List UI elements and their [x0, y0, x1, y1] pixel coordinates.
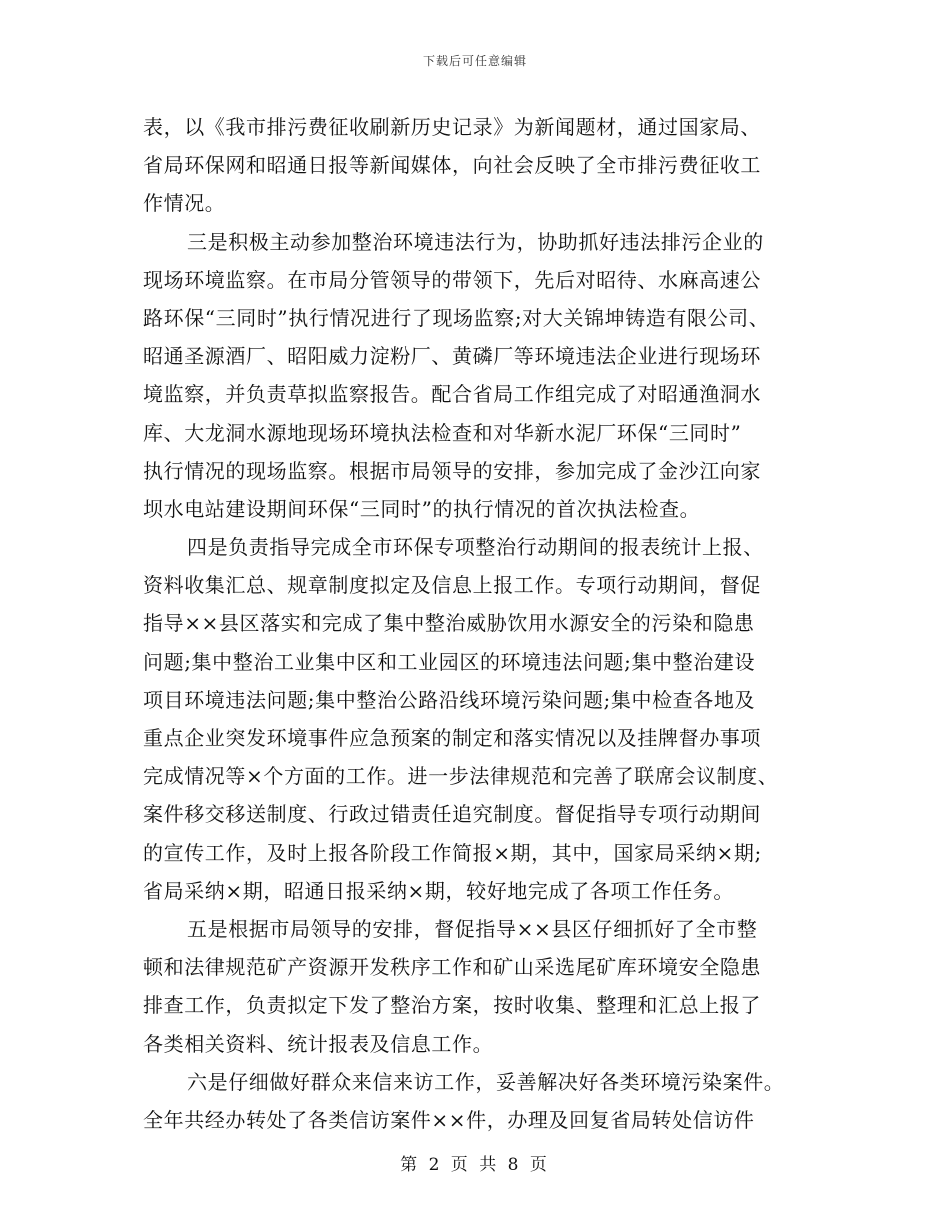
text-line: 坝水电站建设期间环保“三同时”的执行情况的首次执法检查。 [143, 496, 701, 521]
text-line: 案件移交移送制度、行政过错责任追究制度。督促指导专项行动期间 [143, 802, 761, 827]
text-line: 五是根据市局领导的安排，督促指导××县区仔细抓好了全市整 [187, 916, 758, 941]
text-line: 省局采纳×期，昭通日报采纳×期，较好地完成了各项工作任务。 [143, 878, 734, 903]
text-line: 现场环境监察。在市局分管领导的带领下，先后对昭待、水麻高速公 [143, 267, 761, 292]
text-line: 的宣传工作，及时上报各阶段工作简报×期，其中，国家局采纳×期; [143, 840, 762, 865]
text-line: 完成情况等×个方面的工作。进一步法律规范和完善了联席会议制度、 [143, 764, 779, 789]
text-line: 四是负责指导完成全市环保专项整治行动期间的报表统计上报、 [187, 535, 764, 560]
text-line: 指导××县区落实和完成了集中整治威胁饮用水源安全的污染和隐患 [143, 611, 755, 636]
text-line: 昭通圣源酒厂、昭阳威力淀粉厂、黄磷厂等环境违法企业进行现场环 [143, 344, 761, 369]
text-line: 顿和法律规范矿产资源开发秩序工作和矿山采选尾矿库环境安全隐患 [143, 955, 761, 980]
paragraph-5 [143, 1063, 823, 1139]
text-line: 境监察，并负责草拟监察报告。配合省局工作组完成了对昭通渔洞水 [143, 382, 761, 407]
text-line: 作情况。 [143, 191, 226, 216]
paragraph-4 [143, 910, 823, 1063]
text-line: 排查工作，负责拟定下发了整治方案，按时收集、整理和汇总上报了 [143, 993, 761, 1018]
text-line: 三是积极主动参加整治环境违法行为，协助抓好违法排污企业的 [187, 229, 764, 254]
text-line: 全年共经办转处了各类信访案件××件，办理及回复省局转处信访件 [143, 1107, 755, 1132]
paragraph-1 [143, 108, 823, 223]
text-line: 路环保“三同时”执行情况进行了现场监察;对大关锦坤铸造有限公司、 [143, 305, 770, 330]
text-line: 各类相关资料、统计报表及信息工作。 [143, 1031, 494, 1056]
text-line: 六是仔细做好群众来信来访工作，妥善解决好各类环境污染案件。 [187, 1069, 785, 1094]
text-line: 问题;集中整治工业集中区和工业园区的环境违法问题;集中整治建设 [143, 649, 756, 674]
text-line: 重点企业突发环境事件应急预案的制定和落实情况以及挂牌督办事项 [143, 726, 761, 750]
text-line: 执行情况的现场监察。根据市局领导的安排，参加完成了金沙江向家 [143, 458, 761, 483]
text-line: 库、大龙洞水源地现场环境执法检查和对华新水泥厂环保“三同时” [143, 420, 742, 445]
text-line: 表，以《我市排污费征收刷新历史记录》为新闻题材，通过国家局、 [143, 115, 761, 139]
text-line: 省局环保网和昭通日报等新闻媒体，向社会反映了全市排污费征收工 [143, 153, 761, 178]
text-line: 资料收集汇总、规章制度拟定及信息上报工作。专项行动期间，督促 [143, 573, 761, 598]
page-number: 第 2 页 共 8 页 [400, 1155, 550, 1175]
document-body [143, 108, 823, 1139]
paragraph-3 [143, 528, 823, 910]
paragraph-2 [143, 223, 823, 529]
page-header-note: 下载后可任意编辑 [422, 54, 527, 68]
text-line: 项目环境违法问题;集中整治公路沿线环境污染问题;集中检查各地及 [143, 687, 756, 712]
